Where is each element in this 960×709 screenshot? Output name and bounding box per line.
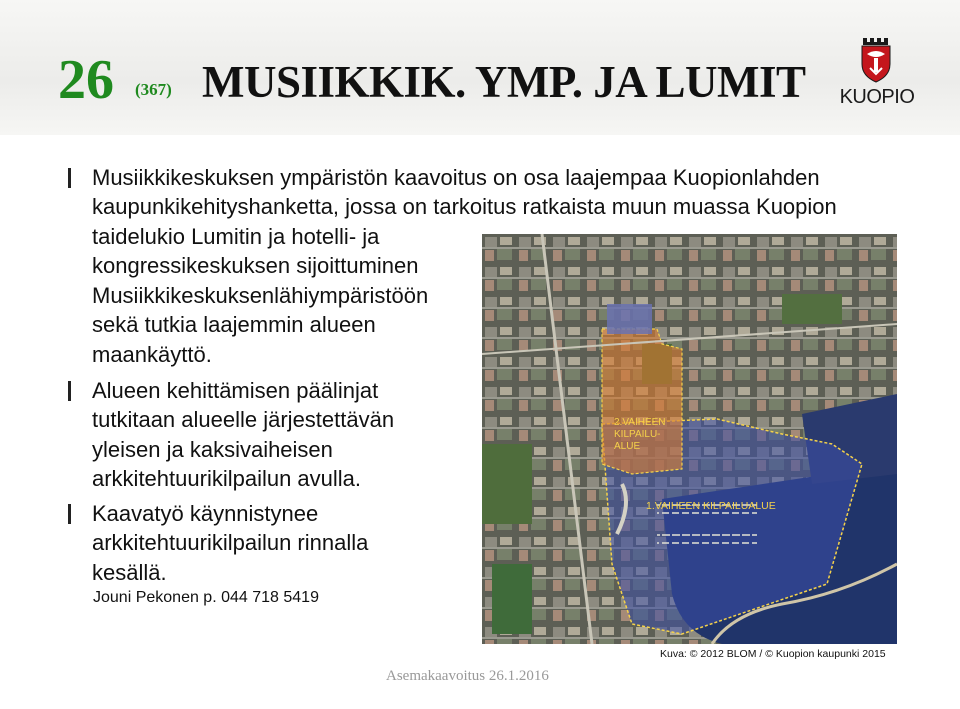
phase2-area-label: 2.VAIHEEN KILPAILU- ALUE	[614, 417, 666, 452]
slide-number: 26	[58, 49, 114, 111]
slide-title: MUSIIKKIK. YMP. JA LUMIT	[202, 57, 806, 107]
bullet-marker	[68, 168, 71, 188]
bullet-line: taidelukio Lumitin ja hotelli- ja	[92, 224, 380, 249]
phase1-area-label: 1.VAIHEEN KILPAILUALUE	[646, 500, 776, 512]
bullet-marker	[68, 381, 71, 401]
bullet-line: Musiikkikeskuksenlähiympäristöön	[92, 283, 429, 308]
photo-credit: Kuva: © 2012 BLOM / © Kuopion kaupunki 2015	[660, 648, 886, 660]
bullet-line: tutkitaan alueelle järjestettävän	[92, 407, 395, 432]
slide-subnumber: (367)	[135, 80, 172, 99]
bullet-line: yleisen ja kaksivaiheisen	[92, 437, 333, 462]
bullet-line: sekä tutkia laajemmin alueen	[92, 312, 376, 337]
coat-of-arms-icon	[838, 38, 916, 88]
bullet-line: kaupunkikehityshanketta, jossa on tarkoitus ratkaista muun muassa Kuopion	[92, 194, 837, 219]
kuopio-logo	[838, 38, 916, 108]
bullet-line: Kaavatyö käynnistynee	[92, 501, 319, 526]
bullet-line: arkkitehtuurikilpailun rinnalla	[92, 530, 369, 555]
bullet-line: kongressikeskuksen sijoittuminen	[92, 253, 419, 278]
contact-info: Jouni Pekonen p. 044 718 5419	[93, 589, 319, 606]
bullet-line: Alueen kehittämisen päälinjat	[92, 378, 379, 403]
bullet-line: maankäyttö.	[92, 342, 212, 367]
bullet-line: kesällä.	[92, 560, 167, 585]
aerial-photo	[482, 234, 897, 644]
bullet-line: arkkitehtuurikilpailun avulla.	[92, 466, 362, 491]
footer-text: Asemakaavoitus 26.1.2016	[386, 668, 549, 684]
logo-text: KUOPIO	[839, 86, 915, 108]
bullet-marker	[68, 504, 71, 524]
bullet-line: Musiikkikeskuksen ympäristön kaavoitus on osa laajempaa Kuopionlahden	[92, 165, 820, 190]
aerial-map-image	[482, 234, 897, 644]
